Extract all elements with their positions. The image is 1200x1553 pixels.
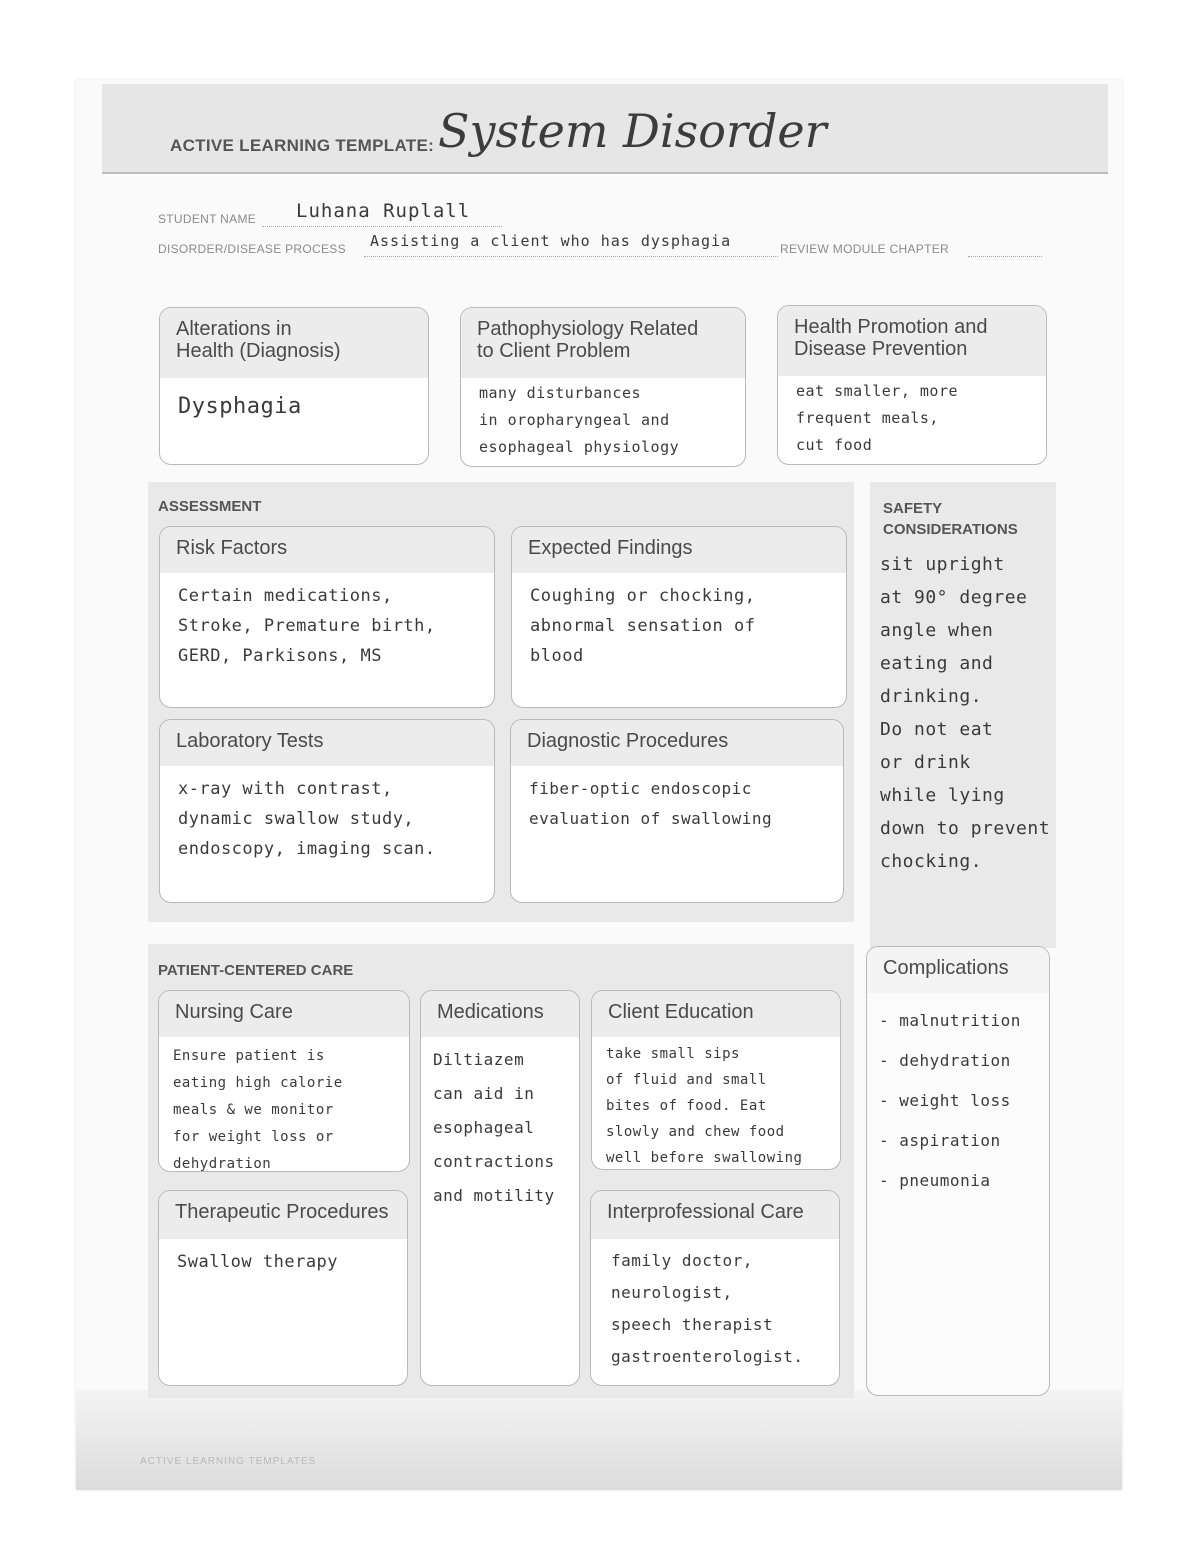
medications-box — [420, 990, 580, 1386]
expected-findings-title: Expected Findings — [512, 527, 846, 573]
student-name-label: STUDENT NAME — [158, 212, 257, 226]
health-promotion-text[interactable]: eat smaller, more frequent meals, cut food — [796, 382, 959, 454]
expected-findings-text[interactable]: Coughing or chocking, abnormal sensation of blood — [530, 586, 756, 666]
safety-title: SAFETY CONSIDERATIONS — [883, 500, 1018, 538]
pathophysiology-box — [460, 307, 746, 467]
pathophysiology-text[interactable]: many disturbances in oropharyngeal and esophageal physiology — [479, 384, 680, 456]
client-education-text[interactable]: take small sips of fluid and small bites of food. Eat slowly and chew food well before swallowing — [606, 1046, 803, 1166]
therapeutic-procedures-box — [158, 1190, 408, 1386]
laboratory-tests-box — [159, 719, 495, 903]
complications-text[interactable]: - malnutrition - dehydration - weight loss - aspiration - pneumonia — [879, 1011, 1021, 1190]
alterations-title: Alterations in Health (Diagnosis) — [160, 308, 428, 378]
laboratory-tests-title: Laboratory Tests — [160, 720, 494, 766]
therapeutic-procedures-text[interactable]: Swallow therapy — [177, 1252, 339, 1272]
nursing-care-text[interactable]: Ensure patient is eating high calorie meals & we monitor for weight loss or dehydration — [173, 1048, 343, 1172]
health-promotion-box — [777, 305, 1047, 465]
review-module-line — [968, 256, 1042, 257]
diagnostic-procedures-box — [510, 719, 844, 903]
complications-box — [866, 946, 1050, 1396]
therapeutic-procedures-title: Therapeutic Procedures — [159, 1191, 407, 1239]
student-name-value[interactable]: Luhana Ruplall — [296, 200, 471, 222]
interprofessional-care-title: Interprofessional Care — [591, 1191, 839, 1239]
diagnostic-procedures-text[interactable]: fiber-optic endoscopic evaluation of swallowing — [529, 779, 773, 828]
alterations-text[interactable]: Dysphagia — [178, 394, 302, 419]
health-promotion-title: Health Promotion and Disease Prevention — [778, 306, 1046, 376]
sheet-bottom-shadow — [76, 1390, 1122, 1490]
client-education-title: Client Education — [592, 991, 840, 1037]
footer-text: ACTIVE LEARNING TEMPLATES — [140, 1456, 317, 1467]
review-module-label: REVIEW MODULE CHAPTER — [780, 242, 949, 256]
interprofessional-care-box — [590, 1190, 840, 1386]
risk-factors-box — [159, 526, 495, 708]
client-education-box — [591, 990, 841, 1170]
risk-factors-title: Risk Factors — [160, 527, 494, 573]
medications-title: Medications — [421, 991, 579, 1037]
interprofessional-care-text[interactable]: family doctor, neurologist, speech therapist gastroenterologist. — [611, 1251, 804, 1366]
complications-title: Complications — [867, 947, 1049, 993]
template-label: ACTIVE LEARNING TEMPLATE: — [170, 136, 435, 155]
diagnostic-procedures-title: Diagnostic Procedures — [511, 720, 843, 766]
disorder-value[interactable]: Assisting a client who has dysphagia — [370, 232, 732, 250]
alterations-box — [159, 307, 429, 465]
pathophysiology-title: Pathophysiology Related to Client Problem — [461, 308, 745, 378]
nursing-care-title: Nursing Care — [159, 991, 409, 1037]
disorder-label: DISORDER/DISEASE PROCESS — [158, 242, 346, 256]
disorder-line — [364, 256, 778, 257]
student-name-line — [262, 226, 502, 227]
patient-care-title: PATIENT-CENTERED CARE — [158, 962, 354, 979]
risk-factors-text[interactable]: Certain medications, Stroke, Premature birth, GERD, Parkisons, MS — [178, 586, 436, 666]
assessment-title: ASSESSMENT — [158, 498, 262, 515]
safety-text[interactable]: sit upright at 90° degree angle when eating and drinking. Do not eat or drink while lying down to prevent chocking. — [880, 554, 1051, 872]
template-title: System Disorder — [438, 104, 827, 158]
laboratory-tests-text[interactable]: x-ray with contrast, dynamic swallow study, endoscopy, imaging scan. — [178, 779, 436, 859]
nursing-care-box — [158, 990, 410, 1172]
expected-findings-box — [511, 526, 847, 708]
medications-text[interactable]: Diltiazem can aid in esophageal contractions and motility — [433, 1050, 555, 1205]
